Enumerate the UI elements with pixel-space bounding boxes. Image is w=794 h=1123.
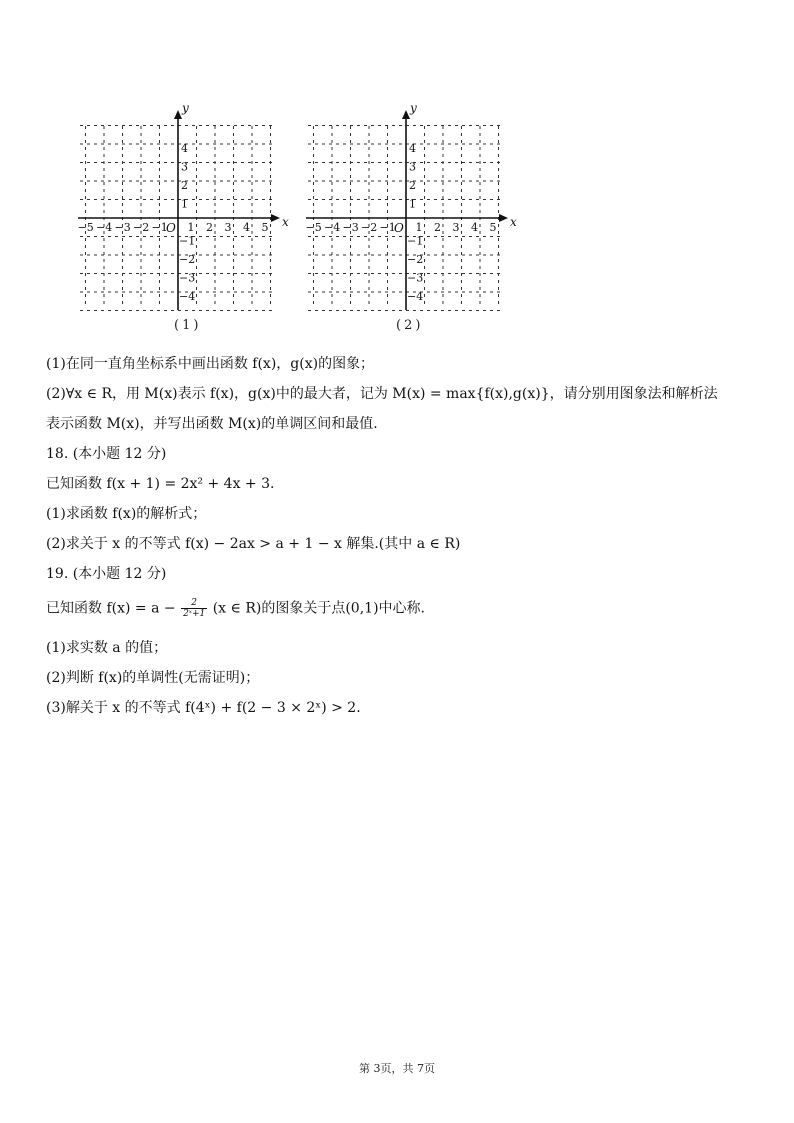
x-axis-arrow: [499, 214, 508, 222]
q19-stem-post: (x ∈ R)的图象关于点(0,1)中心称.: [212, 600, 425, 617]
q19-header: 19. (本小题 12 分): [46, 566, 167, 582]
y-tick-label: −4: [179, 290, 196, 303]
q18-part2: (2)求关于 x 的不等式 f(x) − 2ax > a + 1 − x 解集.(其中 a ∈ R): [46, 536, 461, 552]
q19-part3: (3)解关于 x 的不等式 f(4ˣ) + f(2 − 3 × 2ˣ) > 2.: [46, 700, 361, 716]
coordinate-grid-1: [70, 100, 290, 312]
y-tick-label: −4: [407, 290, 424, 303]
y-tick-label: 2: [181, 179, 188, 192]
q17-part2-line2: 表示函数 M(x)，并写出函数 M(x)的单调区间和最值.: [46, 416, 378, 432]
x-tick-label: 3: [224, 221, 232, 234]
coordinate-grid-svg: [298, 100, 518, 312]
x-tick-label: 1: [187, 221, 195, 234]
x-tick-label: −5: [77, 221, 94, 234]
origin-label: O: [166, 221, 176, 235]
x-tick-label: −1: [151, 221, 168, 234]
x-tick-label: −2: [133, 221, 150, 234]
origin-label: O: [394, 221, 404, 235]
y-axis-label: y: [182, 101, 189, 115]
y-tick-label: −2: [407, 253, 424, 266]
q18-stem: 已知函数 f(x + 1) = 2x² + 4x + 3.: [46, 476, 275, 492]
y-tick-label: 4: [181, 142, 188, 155]
x-tick-label: −3: [114, 221, 131, 234]
x-tick-label: −1: [379, 221, 396, 234]
q19-part1: (1)求实数 a 的值；: [46, 640, 168, 656]
y-axis-arrow: [402, 110, 410, 119]
x-axis-arrow: [271, 214, 280, 222]
q18-header: 18. (本小题 12 分): [46, 446, 167, 462]
x-tick-label: 4: [243, 221, 250, 234]
y-tick-label: 1: [409, 197, 416, 211]
x-tick-label: 1: [415, 221, 423, 234]
y-tick-label: −1: [179, 234, 196, 248]
q17-part2-line1: (2)∀x ∈ R，用 M(x)表示 f(x)，g(x)中的最大者，记为 M(x) = max{f(x),g(x)}，请分别用图象法和解析法: [46, 386, 718, 402]
q19-stem-pre: 已知函数 f(x) = a −: [46, 600, 176, 617]
x-tick-label: −3: [342, 221, 359, 234]
y-tick-label: −3: [407, 271, 424, 285]
figure-caption-1: (1): [174, 318, 202, 333]
x-axis-label: x: [282, 215, 289, 229]
x-tick-label: −4: [96, 221, 113, 234]
y-tick-label: 1: [181, 197, 188, 211]
y-tick-label: 3: [181, 160, 188, 174]
q19-part2: (2)判断 f(x)的单调性(无需证明)；: [46, 670, 260, 686]
q19-stem: [46, 598, 425, 619]
x-tick-label: 5: [261, 221, 269, 234]
x-tick-label: −4: [324, 221, 341, 234]
y-tick-label: −2: [179, 253, 196, 266]
x-tick-label: 5: [489, 221, 497, 234]
y-tick-label: 4: [409, 142, 416, 155]
y-tick-label: −1: [407, 234, 424, 248]
coordinate-grid-svg: [70, 100, 290, 312]
x-tick-label: 2: [206, 221, 213, 234]
y-tick-label: 2: [409, 179, 416, 192]
x-tick-label: 4: [471, 221, 478, 234]
x-axis-label: x: [510, 215, 517, 229]
y-axis-arrow: [174, 110, 182, 119]
y-axis-label: y: [410, 101, 417, 115]
x-tick-label: −5: [305, 221, 322, 234]
figure-caption-2: (2): [396, 318, 424, 333]
x-tick-label: 3: [452, 221, 460, 234]
q17-part1: (1)在同一直角坐标系中画出函数 f(x)，g(x)的图象；: [46, 356, 375, 372]
y-tick-label: 3: [409, 160, 416, 174]
q19-fraction: [181, 598, 207, 619]
coordinate-grid-2: [298, 100, 518, 312]
q19-fraction-denominator: 2ˣ+1: [183, 609, 206, 619]
x-tick-label: 2: [434, 221, 441, 234]
x-tick-label: −2: [361, 221, 378, 234]
y-tick-label: −3: [179, 271, 196, 285]
q19-fraction-numerator: 2: [181, 598, 207, 609]
coordinate-figures: [70, 100, 530, 340]
q18-part1: (1)求函数 f(x)的解析式；: [46, 506, 207, 522]
page-footer: 第 3页，共 7页: [359, 1062, 435, 1075]
